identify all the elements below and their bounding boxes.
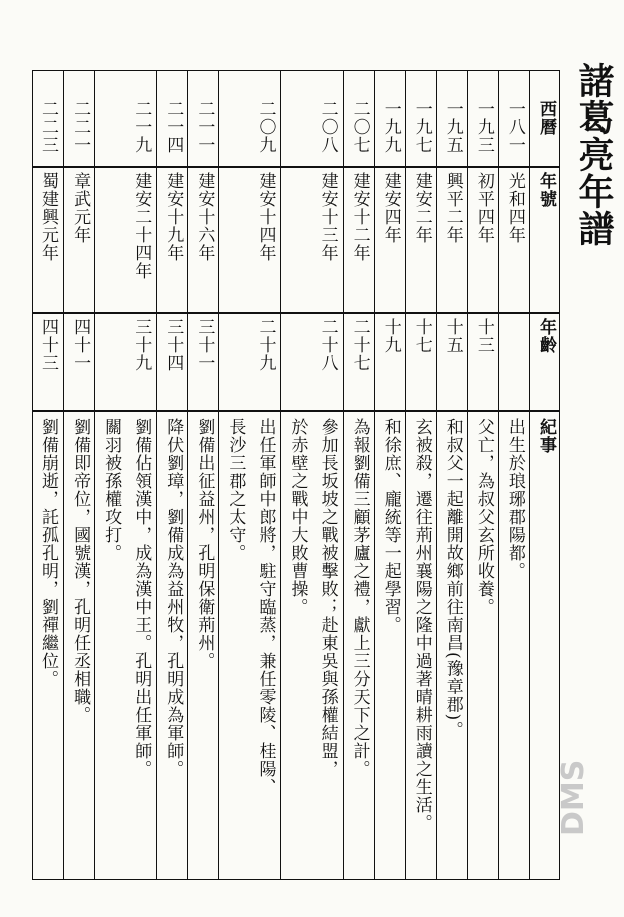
row-event: 父亡，為叔父玄所收養。 <box>473 418 494 616</box>
header-column <box>529 70 560 880</box>
row-event: 於赤壁之戰中大敗曹操。 <box>287 418 308 616</box>
row-year: 二一四 <box>163 100 184 154</box>
row-year: 二二三 <box>38 100 59 154</box>
table-row <box>405 70 436 880</box>
row-year: 一九九 <box>380 100 401 154</box>
row-year: 二〇九 <box>255 100 276 154</box>
row-era: 初平四年 <box>473 172 494 244</box>
row-year: 一九三 <box>473 100 494 154</box>
timeline-table <box>32 70 560 880</box>
row-year: 一九五 <box>442 100 463 154</box>
row-year: 一九七 <box>411 100 432 154</box>
row-era: 章武元年 <box>70 172 91 244</box>
row-event: 關羽被孫權攻打。 <box>101 418 122 562</box>
table-row <box>467 70 498 880</box>
row-era: 建安四年 <box>380 172 401 244</box>
row-year: 二〇七 <box>349 100 370 154</box>
row-age: 二十九 <box>255 318 276 372</box>
row-age: 三十九 <box>131 318 152 372</box>
row-age: 十七 <box>411 318 432 354</box>
row-era: 建安十四年 <box>255 172 276 262</box>
table-row <box>436 70 467 880</box>
row-age: 四十一 <box>70 318 91 372</box>
table-row-continuation <box>218 70 249 880</box>
table-row <box>498 70 529 880</box>
row-era: 建安十二年 <box>349 172 370 262</box>
table-row <box>63 70 94 880</box>
row-event: 長沙三郡之太守。 <box>225 418 246 562</box>
row-era: 建安二十四年 <box>131 172 152 280</box>
header-age: 年齡 <box>535 318 556 354</box>
table-row <box>125 70 156 880</box>
row-age: 十九 <box>380 318 401 354</box>
row-age: 二十七 <box>349 318 370 372</box>
table-row <box>156 70 187 880</box>
row-event: 降伏劉璋，劉備成為益州牧，孔明成為軍師。 <box>163 418 184 778</box>
row-age: 四十三 <box>38 318 59 372</box>
header-year: 西曆 <box>535 100 556 136</box>
row-year: 二〇八 <box>317 100 338 154</box>
table-row <box>187 70 218 880</box>
header-era: 年號 <box>535 172 556 208</box>
row-year: 一八一 <box>504 100 525 154</box>
row-event: 出生於琅琊郡陽都。 <box>504 418 525 580</box>
table-row <box>32 70 63 880</box>
row-event: 為報劉備三顧茅廬之禮，獻上三分天下之計。 <box>349 418 370 778</box>
row-event: 和叔父一起離開故鄉前往南昌(豫章郡)。 <box>442 418 463 740</box>
row-event: 劉備佔領漢中，成為漢中王。孔明出任軍師。 <box>131 418 152 778</box>
row-year: 二二一 <box>70 100 91 154</box>
row-year: 二一九 <box>131 100 152 154</box>
row-event: 出任軍師中郎將，駐守臨蒸，兼任零陵、桂陽、 <box>255 418 276 796</box>
row-era: 建安十三年 <box>317 172 338 262</box>
table-row <box>249 70 280 880</box>
row-era: 建安十六年 <box>194 172 215 262</box>
row-era: 蜀建興元年 <box>38 172 59 262</box>
row-age: 三十一 <box>194 318 215 372</box>
row-event: 和徐庶、龐統等一起學習。 <box>380 418 401 634</box>
row-era: 興平二年 <box>442 172 463 244</box>
row-event: 玄被殺，遷往荊州襄陽之隆中過著晴耕雨讀之生活。 <box>411 418 432 832</box>
table-row <box>312 70 343 880</box>
table-row-continuation <box>94 70 125 880</box>
row-age: 二十八 <box>317 318 338 372</box>
table-row <box>343 70 374 880</box>
table-row <box>374 70 405 880</box>
row-event: 參加長坂坡之戰被擊敗；赴東吳與孫權結盟， <box>317 418 338 778</box>
header-event: 紀事 <box>535 418 556 454</box>
row-era: 建安十九年 <box>163 172 184 262</box>
row-year: 二一一 <box>194 100 215 154</box>
row-era: 建安二年 <box>411 172 432 244</box>
row-age: 十五 <box>442 318 463 354</box>
row-event: 劉備出征益州，孔明保衛荊州。 <box>194 418 215 670</box>
row-event: 劉備崩逝，託孤孔明，劉禪繼位。 <box>38 418 59 688</box>
row-era: 光和四年 <box>504 172 525 244</box>
watermark-logo: DMS <box>556 759 591 836</box>
page-title: 諸葛亮年譜 <box>573 62 615 247</box>
row-age: 三十四 <box>163 318 184 372</box>
row-event: 劉備即帝位，國號漢，孔明任丞相職。 <box>70 418 91 724</box>
table-row-continuation <box>280 70 311 880</box>
row-age: 十三 <box>473 318 494 354</box>
